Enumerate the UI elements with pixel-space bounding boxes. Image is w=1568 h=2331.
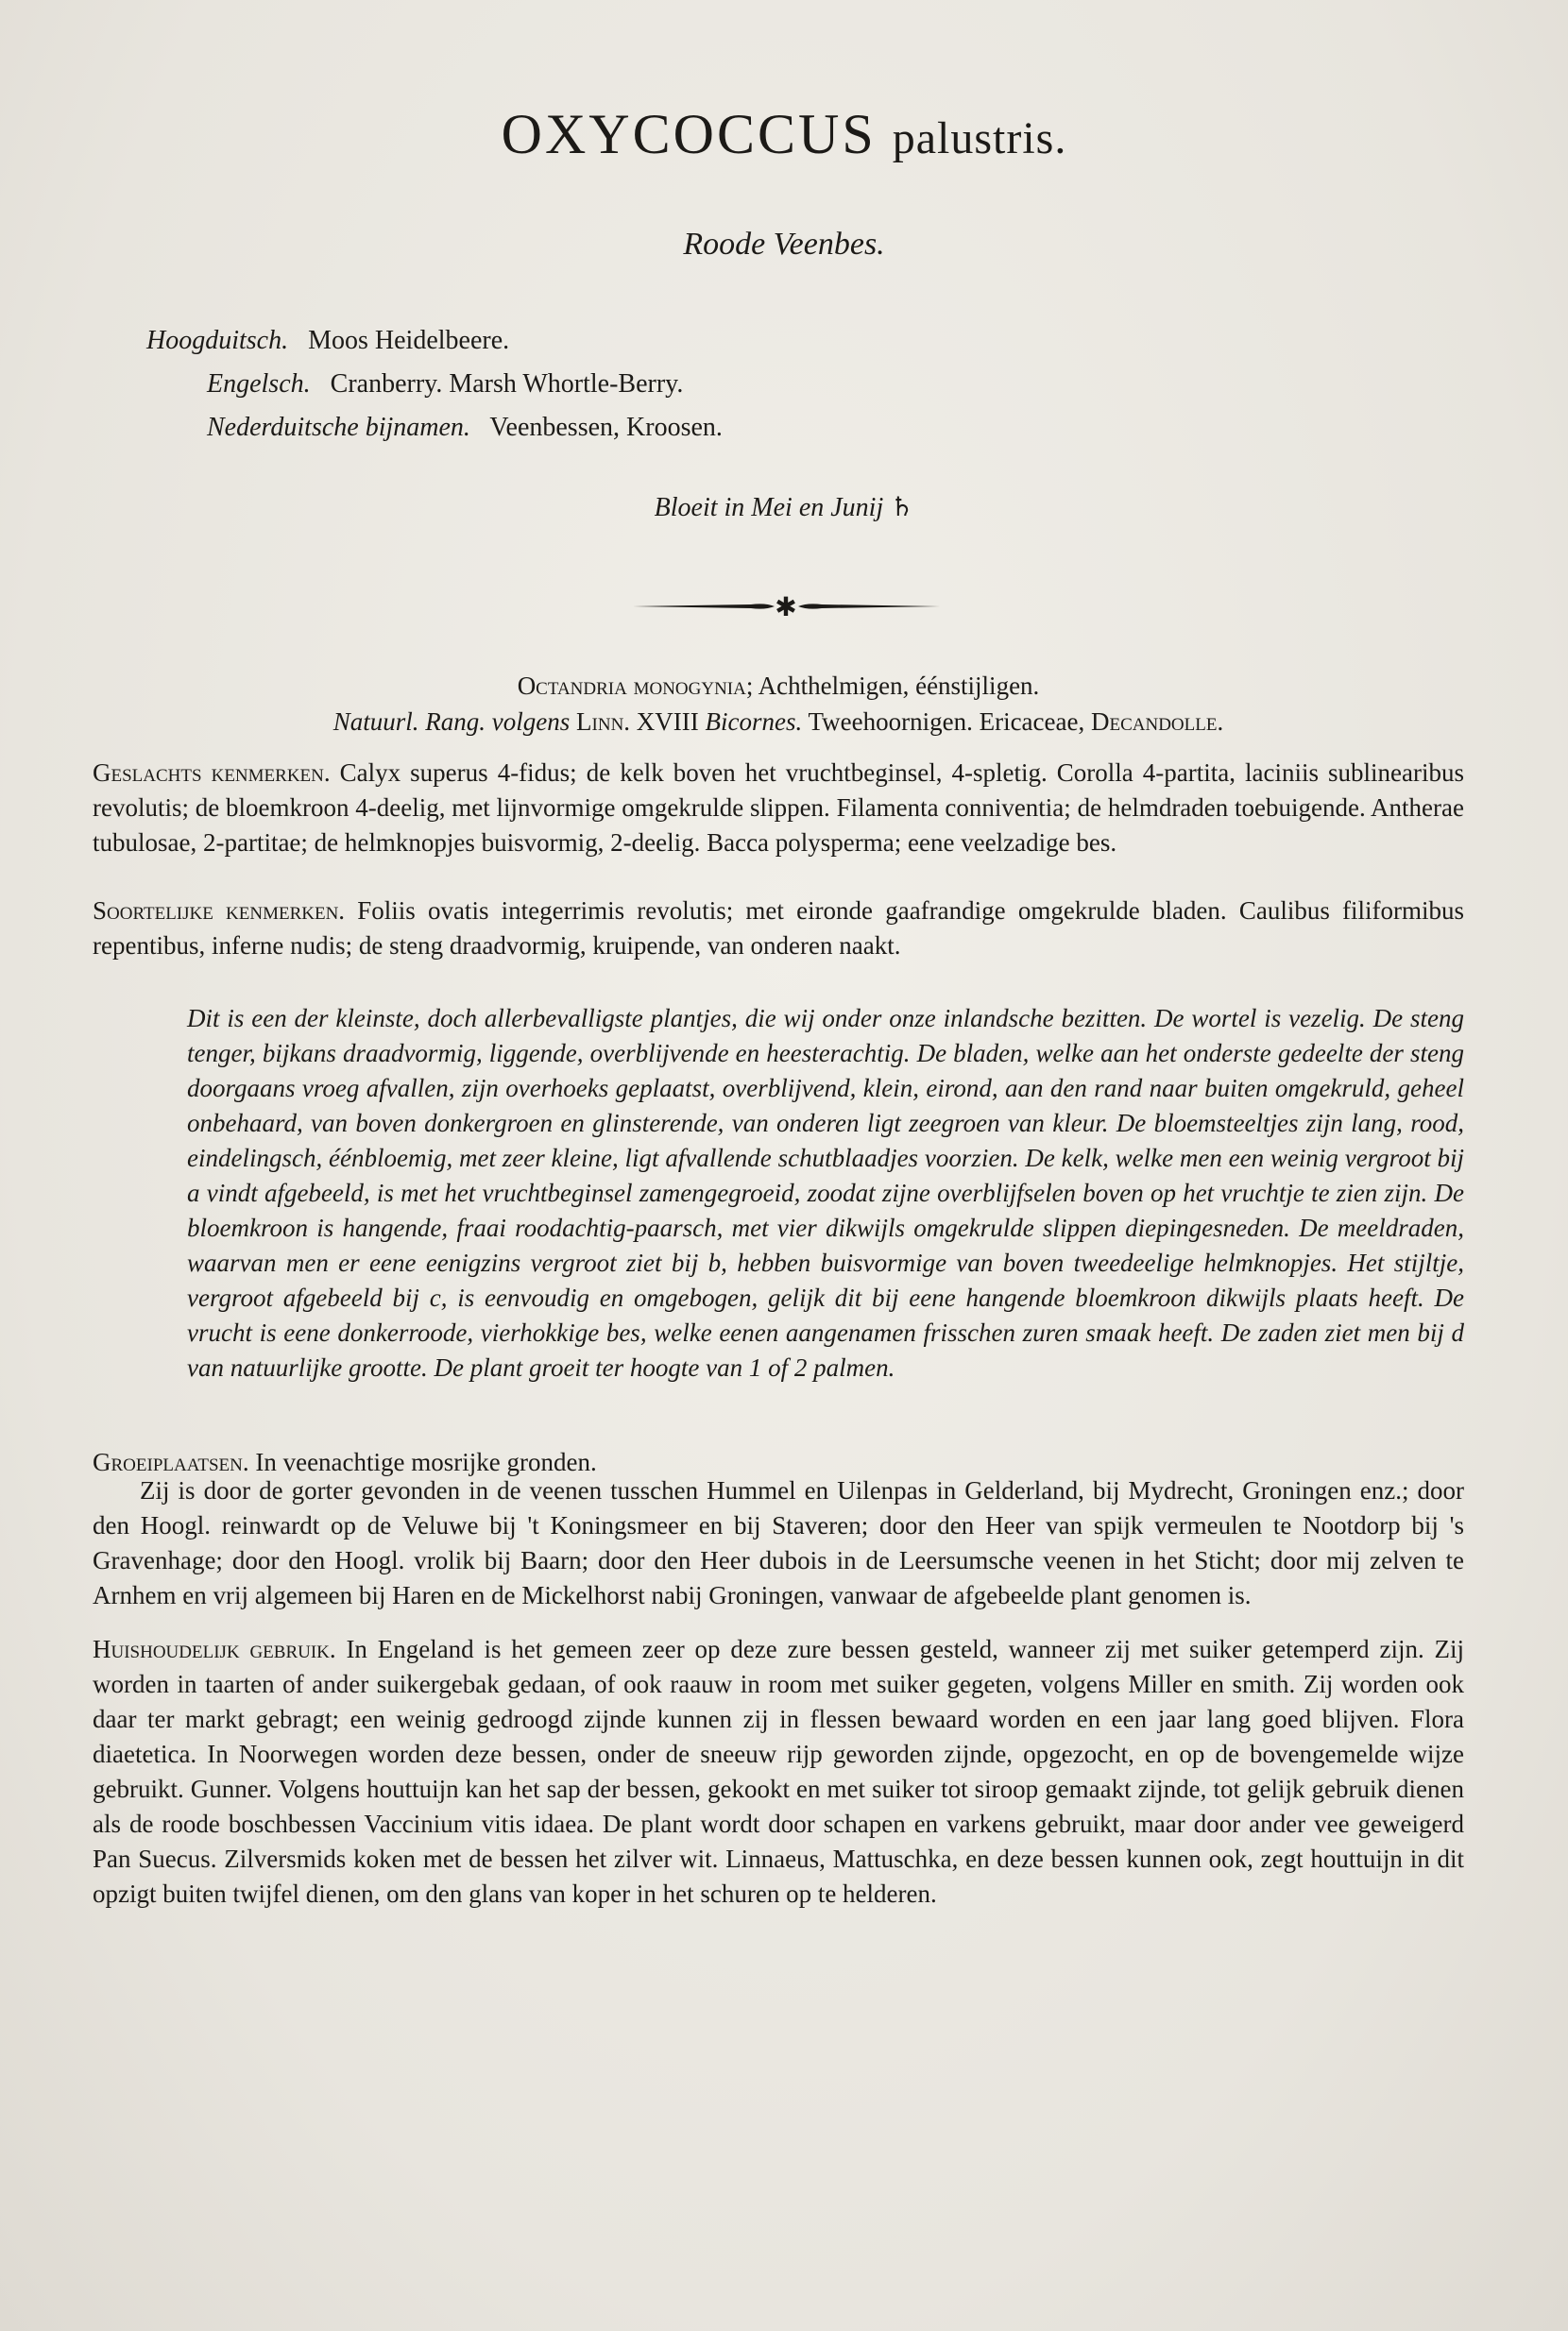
subtitle: Roode Veenbes. xyxy=(683,227,885,262)
genus-characters-label: Geslachts kenmerken. xyxy=(93,758,331,787)
class-decandolle: Decandolle. xyxy=(1090,707,1224,736)
bloom-period xyxy=(0,491,1568,523)
species-characters xyxy=(93,893,1464,963)
page-title xyxy=(0,102,1568,167)
class-linn: Linn. xyxy=(576,707,631,736)
classification-line-1 xyxy=(93,669,1464,704)
description-paragraph: Dit is een der kleinste, doch allerbevalligste plantjes, die wij onder onze inlandsche bezitten. De wortel is vezelig. De steng tenger, bijkans draadvormig, liggende, overblijvende en heesterachtig. De bladen, welke aan het onderste gedeelte der steng doorgaans vroeg afvallen, zijn overhoeks geplaatst, overblijvend, klein, eirond, aan den rand naar buiten omgekruld, geheel onbehaard, van boven donkergroen en glinsterende, van onderen ligt zeegroen van kleur. De bloemsteeltjes zijn lang, rood, eindelingsch, éénbloemig, met zeer kleine, ligt afvallende schutblaadjes voorzien. De kelk, welke men een weinig vergroot bij a vindt afgebeeld, is met het vruchtbeginsel zamengegroeid, zoodat zijne overblijfselen boven op het vruchtje te zien zijn. De bloemkroon is hangende, fraai roodachtig-paarsch, met vier dikwijls omgekrulde slippen diepingesneden. De meeldraden, waarvan men er eene eenigzins vergroot ziet bij b, hebben buisvormige van boven tweedeelige helmknopjes. Het stijltje, vergroot afgebeeld bij c, is eenvoudig en omgebogen, gelijk dit bij eene hangende bloemkroon dikwijls plaats heeft. De vrucht is eene donkerroode, vierhokkige bes, welke eenen aangenamen frisschen zuren smaak heeft. De zaden ziet men bij d van natuurlijke grootte. De plant groeit ter hoogte van 1 of 2 palmen. xyxy=(187,1004,1464,1382)
name-value: Cranberry. Marsh Whortle-Berry. xyxy=(330,369,684,399)
name-language: Engelsch. xyxy=(207,369,311,399)
name-language: Hoogduitsch. xyxy=(146,326,289,355)
habitat-text: In veenachtige mosrijke gronden. xyxy=(255,1448,597,1476)
name-row-english xyxy=(146,363,1374,406)
classification-line-2 xyxy=(93,705,1464,740)
localities-paragraph: Zij is door de gorter gevonden in de veenen tusschen Hummel en Uilenpas in Gelderland, bij Mydrecht, Groningen enz.; door den Hoogl. reinwardt op de Veluwe bij 't Koningsmeer en bij Staveren; door den Heer van spijk vermeulen te Nootdorp bij 's Gravenhage; door den Hoogl. vrolik bij Baarn; door den Heer dubois in de Leersumsche veenen in het Sticht; door mij zelven te Arnhem en vrij algemeen bij Haren en de Mickelhorst nabij Groningen, vanwaar de afgebeelde plant genomen is. xyxy=(93,1476,1464,1609)
title-species: palustris. xyxy=(892,113,1067,163)
saturn-symbol-icon: ♄ xyxy=(890,493,914,522)
class-bicornes: Bicornes. xyxy=(705,707,803,736)
household-use xyxy=(93,1632,1464,1912)
genus-characters xyxy=(93,756,1464,860)
class-number: XVIII xyxy=(636,707,699,736)
habitat-label: Groeiplaatsen. xyxy=(93,1448,249,1476)
name-language: Nederduitsche bijnamen. xyxy=(207,413,470,442)
class-rank-label: Natuurl. Rang. volgens xyxy=(332,707,571,736)
genus-characters-text: Calyx superus 4-fidus; de kelk boven het vruchtbeginsel, 4-spletig. Corolla 4-partita, laciniis sublinearibus revolutis; de bloemkroon 4-deelig, met lijnvormige omgekrulde slippen. Filamenta conniventia; de helmdraden toebuigende. Antherae tubulosae, 2-partitae; de helmknopjes buisvormig, 2-deelig. Bacca polysperma; eene veelzadige bes. xyxy=(93,758,1464,857)
ornament-divider-icon xyxy=(633,587,940,625)
svg-text:✱: ✱ xyxy=(775,591,797,622)
name-row-german xyxy=(146,319,1374,363)
name-value: Moos Heidelbeere. xyxy=(308,326,510,355)
class-rest: Tweehoornigen. Ericaceae, xyxy=(808,707,1085,736)
class-label: Octandria monogynia; xyxy=(517,672,754,700)
bloom-text: Bloeit in Mei en Junij xyxy=(654,493,884,522)
species-characters-label: Soortelijke kenmerken. xyxy=(93,896,346,925)
household-label: Huishoudelijk gebruik. xyxy=(93,1635,336,1663)
household-text: In Engeland is het gemeen zeer op deze zure bessen gesteld, wanneer zij met suiker getemperd zijn. Zij worden in taarten of ander suikergebak gedaan, of ook raauw in room met suiker gegeten, volgens Miller en smith. Zij worden ook daar ter markt gebragt; een weinig gedroogd zijnde kunnen zij in flessen bewaard worden en een jaar lang goed blijven. Flora diaetetica. In Noorwegen worden deze bessen, onder de sneeuw rijp geworden zijnde, opgezocht, en op de bovengemelde wijze gebruikt. Gunner. Volgens houttuijn kan het sap der bessen, gekookt en met suiker tot siroop gemaakt zijnde, tot gelijk gebruik dienen als de roode boschbessen Vaccinium vitis idaea. De plant wordt door schapen en varkens gebruikt, maar door ander vee geweigerd Pan Suecus. Zilversmids koken met de bessen het zilver wit. Linnaeus, Mattuschka, en deze bessen kunnen ook, zegt houttuijn in dit opzigt buiten twijfel dienen, om den glans van koper in het schuren op te helderen. xyxy=(93,1635,1464,1908)
species-characters-text: Foliis ovatis integerrimis revolutis; met eironde gaafrandige omgekrulde bladen. Caulibus filiformibus repentibus, inferne nudis; de steng draadvormig, kruipende, van onderen naakt. xyxy=(93,896,1465,960)
title-genus: OXYCOCCUS xyxy=(501,103,877,165)
name-row-dutch xyxy=(146,406,1374,450)
vernacular-names xyxy=(146,319,1374,450)
class-text: Achthelmigen, éénstijligen. xyxy=(758,672,1040,700)
name-value: Veenbessen, Kroosen. xyxy=(489,413,723,442)
